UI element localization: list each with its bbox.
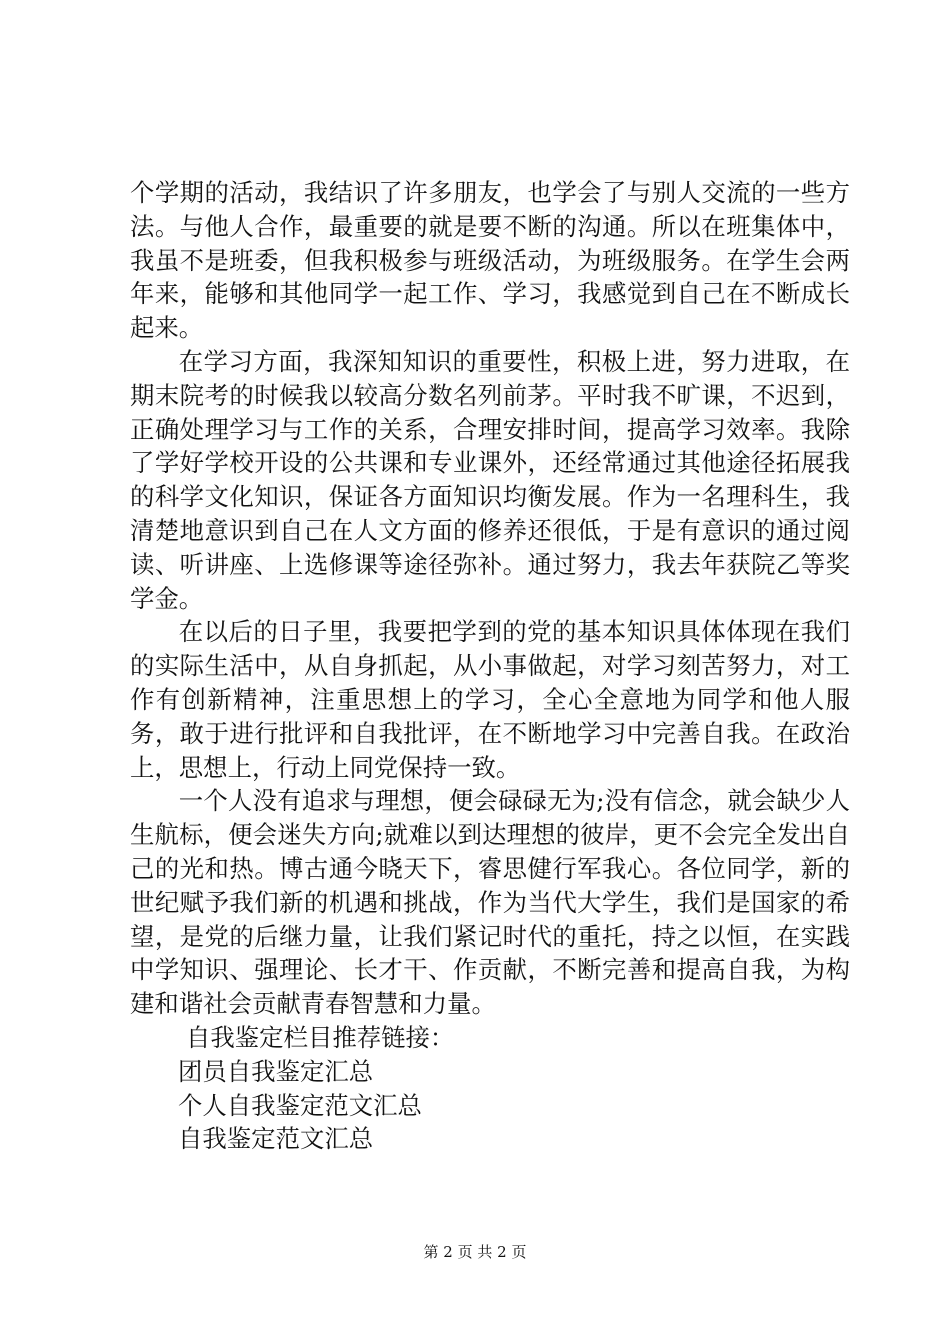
recommended-link-3[interactable]: 自我鉴定范文汇总 <box>178 1124 374 1154</box>
page-footer: 第 2 页 共 2 页 <box>423 1243 527 1261</box>
paragraph-3: 在以后的日子里，我要把学到的党的基本知识具体体现在我们的实际生活中，从自身抓起，从小事做起，对学习刻苦努力，对工作有创新精神，注重思想上的学习，全心全意地为同学和他人服务，敢于进行批评和自我批评，在不断地学习中完善自我。在政治上，思想上，行动上同党保持一致。 <box>130 617 850 782</box>
paragraph-1: 个学期的活动，我结识了许多朋友，也学会了与别人交流的一些方法。与他人合作，最重要的就是要不断的沟通。所以在班集体中，我虽不是班委，但我积极参与班级活动，为班级服务。在学生会两年来，能够和其他同学一起工作、学习，我感觉到自己在不断成长起来。 <box>130 178 850 343</box>
links-header: 自我鉴定栏目推荐链接： <box>186 1022 455 1052</box>
paragraph-2: 在学习方面，我深知知识的重要性，积极上进，努力进取，在期末院考的时候我以较高分数名列前茅。平时我不旷课，不迟到，正确处理学习与工作的关系，合理安排时间，提高学习效率。我除了学好学校开设的公共课和专业课外，还经常通过其他途径拓展我的科学文化知识，保证各方面知识均衡发展。作为一名理科生，我清楚地意识到自己在人文方面的修养还很低，于是有意识的通过阅读、听讲座、上选修课等途径弥补。通过努力，我去年获院乙等奖学金。 <box>130 346 850 613</box>
document-body <box>130 176 850 1156</box>
recommended-link-2[interactable]: 个人自我鉴定范文汇总 <box>178 1090 422 1120</box>
recommended-link-1[interactable]: 团员自我鉴定汇总 <box>178 1056 374 1086</box>
paragraph-4: 一个人没有追求与理想，便会碌碌无为;没有信念，就会缺少人生航标，便会迷失方向;就难以到达理想的彼岸，更不会完全发出自己的光和热。博古通今晓天下，睿思健行军我心。各位同学，新的世纪赋予我们新的机遇和挑战，作为当代大学生，我们是国家的希望，是党的后继力量，让我们紧记时代的重托，持之以恒，在实践中学知识、强理论、长才干、作贡献，不断完善和提高自我，为构建和谐社会贡献青春智慧和力量。 <box>130 786 850 1019</box>
